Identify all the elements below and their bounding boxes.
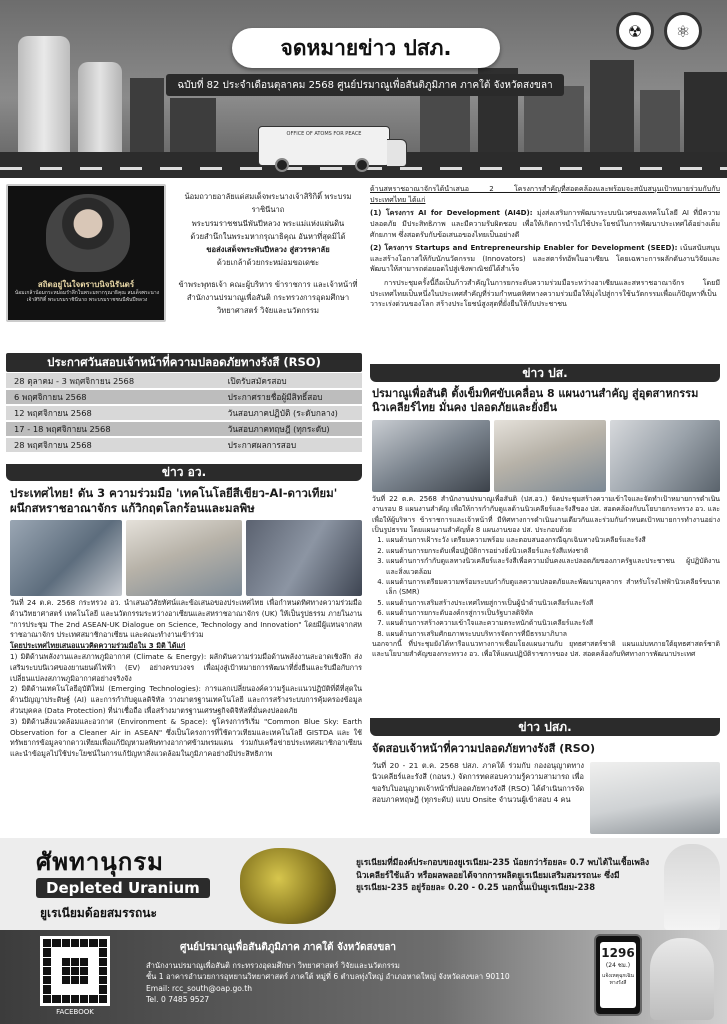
oap-news-headline: ปรมาณูเพื่อสันติ ตั้งเข็มทิศขับเคลื่อน 8 แผนงานสำคัญ สู่อุตสาหกรรมนิวเคลียร์ไทย มั่นคง ปลอดภัยและยั่งยืน	[372, 387, 699, 415]
news-photo	[494, 420, 606, 492]
building-silhouette	[524, 86, 584, 156]
oap-plan-item: 3. แผนด้านการกำกับดูแลทางนิวเคลียร์และรังสีเพื่อความมั่นคงและปลอดภัยของภาครัฐและประชาชน ผู้ปฏิบัติงาน และสิ่งแวดล้อม	[386, 556, 720, 577]
project-label: (2) โครงการ Startups and Entrepreneurship Enabler for Development (SEED):	[370, 243, 678, 253]
mhesi-news-item: 1) มิติด้านพลังงานและสภาพภูมิอากาศ (Climate & Energy): ผลักดันความร่วมมือด้านพลังงานสะอาดเชิงลึก ส่งเสริมระบบนิเวศของยานยนต์ไฟฟ้า (EV) อย่างครบวงจร เพื่อมุ่งสู่เป้าหมายการพัฒนาที่ยั่งยืนและรับมือกับการเปลี่ยนแปลงสภาพภูมิอากาศอย่างจริงจัง	[10, 651, 362, 683]
rso-row	[6, 405, 362, 421]
condolence-line: ข้าพระพุทธเจ้า คณะผู้บริหาร ข้าราชการ และเจ้าหน้าที่	[178, 279, 358, 289]
hotline-sub: (24 ชม.)	[605, 962, 631, 969]
project-desc: มุ่งส่งเสริมการพัฒนาระบบนิเวศของเทคโนโลยี AI ที่มีความปลอดภัย มีประสิทธิภาพ และมีความรับผิดชอบ เพื่อให้เกิดการนำไปใช้ประโยชน์ในการพัฒนาประเทศได้อย่างเต็มศักยภาพ ซึ่งสอดรับกับข้อเสนอของไทยเป็นอย่างดี	[370, 208, 720, 239]
newsletter-title: จดหมายข่าว ปสภ.	[232, 28, 500, 68]
cooling-tower	[78, 62, 122, 154]
building-silhouette	[640, 90, 680, 156]
footer-address	[146, 960, 510, 1006]
rso-date: 12 พฤศจิกายน 2568	[6, 405, 220, 421]
issue-line: ฉบับที่ 82 ประจำเดือนตุลาคม 2568 ศูนย์ปรมาณูเพื่อสันติภูมิภาค ภาคใต้ จังหวัดสงขลา	[166, 74, 564, 96]
building-silhouette	[420, 94, 470, 156]
news-photo	[590, 762, 720, 834]
condolence-line: น้อมถวายอาลัยแด่สมเด็จพระนางเจ้าสิริกิติ์ พระบรมราชินีนาถ	[184, 192, 352, 215]
oap-news-body	[372, 494, 720, 660]
rso-date: 17 - 18 พฤศจิกายน 2568	[6, 421, 220, 437]
news-photo	[372, 420, 490, 492]
mhesi-news-list-intro: โดยประเทศไทยเสนอแนวคิดความร่วมมือใน 3 มิติ ได้แก่	[10, 641, 186, 651]
footer-line: ชั้น 1 อาคารอำนวยการอุทยานวิทยาศาสตร์ ภาคใต้ หมู่ที่ 6 ตำบลทุ่งใหญ่ อำเภอหาดใหญ่ จังหวัดสงขลา 90110	[146, 972, 510, 982]
rso-event: เปิดรับสมัครสอบ	[220, 373, 362, 389]
footer-line: สำนักงานปรมาณูเพื่อสันติ กระทรวงอุดมศึกษา วิทยาศาสตร์ วิจัยและนวัตกรรม	[146, 961, 400, 970]
footer-email[interactable]: Email: rcc_south@oap.go.th	[146, 983, 253, 993]
rso-row	[6, 389, 362, 405]
oap-news-tab: ข่าว ปส.	[370, 364, 720, 382]
portrait-caption: สถิตอยู่ในใจตราบนิจนิรันดร์	[37, 280, 135, 289]
rso-row	[6, 373, 362, 389]
oap-plan-item: 8. แผนด้านการเสริมศักยภาพระบบบริหารจัดการที่มีธรรมาภิบาล	[386, 629, 720, 639]
building-silhouette	[590, 60, 634, 156]
rso-date: 6 พฤศจิกายน 2568	[6, 389, 220, 405]
cooling-tower	[18, 36, 70, 154]
condolence-line: ขอส่งเสด็จพระพันปีหลวง สู่สวรรคาลัย	[206, 245, 330, 255]
condolence-text	[170, 190, 366, 318]
hotline-sub2: แจ้งเหตุฉุกเฉินทางรังสี	[602, 973, 634, 986]
mascot-figure	[664, 844, 720, 930]
news-photo	[610, 420, 720, 492]
building-silhouette	[170, 98, 216, 156]
uk-intro: ด้านสหราชอาณาจักรได้นำเสนอ 2 โครงการสำคัญที่สอดคล้องและพร้อมจะสนับสนุนเป้าหมายร่วมกับกับประเทศไทย ได้แก่	[370, 184, 720, 204]
oap-news-para: นอกจากนี้ ที่ประชุมยังได้หารือแนวทางการเชื่อมโยงแผนงานกับ ยุทธศาสตร์ชาติ แผนแม่บทภายใต้ยุทธศาสตร์ชาติ และนโยบายสำคัญของกระทรวง อว. เพื่อให้แผนปฏิบัติราชการของ ปส. สอดคล้องกับทิศทางการพัฒนาประเทศ	[372, 640, 720, 659]
uk-projects-text	[370, 184, 720, 310]
rso-event: ประกาศรายชื่อผู้มีสิทธิ์สอบ	[220, 389, 362, 405]
oap-plan-item: 4. แผนด้านการเตรียมความพร้อมระบบกำกับดูแลความปลอดภัยและพัฒนาบุคลากร สำหรับโรงไฟฟ้านิวเคลียร์ขนาดเล็ก (SMR)	[386, 577, 720, 598]
rso-event: วันสอบภาคปฏิบัติ (ระดับกลาง)	[220, 405, 362, 421]
van-label: OFFICE OF ATOMS FOR PEACE	[286, 131, 362, 137]
mhesi-news-item: 3) มิติด้านสิ่งแวดล้อมและอวกาศ (Environment & Space): ชูโครงการริเริ่ม "Common Blue Sky: Earth Observation for a Cleaner Air in ASEAN" ซึ่งเป็นโครงการที่ใช้ดาวเทียมและเทคโนโลยี GISTDA และ ใช้ทรัพยากรข้อมูลจากดาวเทียมเพื่อแก้ปัญหามลพิษทางอากาศข้ามพรมแดน ร่วมกับเครือข่ายประเทศสมาชิกอาเซียน และนำข้อมูลไปใช้ประโยชน์ในการแก้ปัญหาสิ่งแวดล้อมในภูมิภาคอย่างมีประสิทธิภาพ	[10, 716, 362, 759]
rso-date: 28 พฤศจิกายน 2568	[6, 437, 220, 453]
mhesi-news-headline: ประเทศไทย! ดัน 3 ความร่วมมือ 'เทคโนโลยีสีเขียว-AI-ดาวเทียม' ผนึกสหราชอาณาจักร แก้วิกฤตโลกร้อนและมลพิษ	[10, 486, 338, 515]
rso-event: ประกาศผลการสอบ	[220, 437, 362, 453]
glossary-title: ศัพทานุกรม	[36, 848, 164, 876]
condolence-line: ด้วยสำนึกในพระมหากรุณาธิคุณ อันหาที่สุดมิได้	[190, 231, 346, 241]
footer	[0, 930, 727, 1024]
oap-plan-list	[372, 535, 720, 639]
rso-row	[6, 437, 362, 453]
facebook-label: FACEBOOK	[56, 1008, 94, 1016]
building-silhouette	[684, 72, 727, 156]
oap-logo-icon: ☢	[616, 12, 654, 50]
portrait-image	[46, 194, 130, 272]
glossary-term-en: Depleted Uranium	[36, 878, 210, 898]
condolence-line: วิทยาศาสตร์ วิจัยและนวัตกรรม	[216, 306, 320, 316]
news-photo	[10, 520, 122, 596]
mhesi-news-tab: ข่าว อว.	[6, 464, 362, 481]
footer-tel[interactable]: Tel. 0 7485 9527	[146, 995, 210, 1005]
oap-plan-item: 7. แผนด้านการสร้างความเข้าใจและความตระหนักด้านนิวเคลียร์และรังสี	[386, 618, 720, 628]
project-desc: เน้นสนับสนุนและสร้างโอกาสให้กับนักนวัตกรรม (Innovators) และสตาร์ทอัพในอาเซียน โดยเฉพาะการผลักดันงานวิจัยและพัฒนาให้สามารถต่อยอดไปสู่เชิงพาณิชย์ได้สำเร็จ	[370, 243, 721, 274]
portrait-card	[6, 184, 166, 322]
condolence-line: สำนักงานปรมาณูเพื่อสันติ กระทรวงการอุดมศึกษา	[186, 292, 350, 302]
mhesi-news-item: 2) มิติด้านเทคโนโลยีอุบัติใหม่ (Emerging Technologies): การแลกเปลี่ยนองค์ความรู้และแนวปฏิบัติที่ดีที่สุดในด้านปัญญาประดิษฐ์ (AI) และการกำกับดูแลดิจิทัล วางมาตรฐานเทคโนโลยี และการสร้างระบบการคุ้มครองข้อมูลส่วนบุคคล (Data Protection) ที่น่าเชื่อถือ เพื่อสร้างมาตรฐานเศรษฐกิจดิจิทัลที่มั่นคงปลอดภัย	[10, 684, 362, 715]
oaps-news-body: วันที่ 20 - 21 ต.ค. 2568 ปสภ. ภาคใต้ ร่วมกับ กองอนุญาตทางนิวเคลียร์และรังสี (กอนร.) จัดการทดสอบความรู้ความสามารถ เพื่อขอรับใบอนุญาตเจ้าหน้าที่ปลอดภัยทางรังสี (RSO) ได้ดำเนินการจัดสอบภาคทฤษฎี (ทุกระดับ) แบบ Onsite จำนวนผู้เข้าสอบ 4 คน	[372, 761, 584, 805]
rso-schedule-title: ประกาศวันสอบเจ้าหน้าที่ความปลอดภัยทางรังสี (RSO)	[6, 353, 362, 372]
oap-plan-item: 6. แผนด้านการยกระดับองค์กรสู่การเป็นรัฐบาลดิจิทัล	[386, 608, 720, 618]
oap-news-para: วันที่ 22 ต.ค. 2568 สำนักงานปรมาณูเพื่อสันติ (ปส.อว.) จัดประชุมสร้างความเข้าใจและจัดทำเป้าหมายการดำเนินงานรอบ 8 แผนงานสำคัญ เพื่อให้การกำกับดูแลด้านนิวเคลียร์และรังสีของ ปส. สอดคล้องกับนโยบายกระทรวง อว. และเพื่อให้ผู้บริหาร ข้าราชการและเจ้าหน้าที่ มีทิศทางการดำเนินงานเดียวกันและร่วมกันกำหนดเป้าหมายการทำงานอย่างเป็นรูปธรรม โดยแผนงานสำคัญทั้ง 8 แผนงานของ ปส. ประกอบด้วย	[372, 495, 720, 535]
oap-plan-item: 5. แผนด้านการเสริมสร้างประเทศไทยสู่การเป็นผู้นำด้านนิวเคลียร์และรังสี	[386, 598, 720, 608]
footer-org: ศูนย์ปรมาณูเพื่อสันติภูมิภาค ภาคใต้ จังหวัดสงขลา	[180, 942, 397, 953]
hotline-number: 1296	[601, 946, 635, 960]
mhesi-logo-icon: ⚛	[664, 12, 702, 50]
mhesi-news-body	[10, 598, 362, 760]
header-banner	[0, 0, 727, 178]
mhesi-news-para: วันที่ 24 ต.ค. 2568 กระทรวง อว. นำเสนอวิสัยทัศน์และข้อเสนอของประเทศไทย เพื่อกำหนดทิศทางความร่วมมือด้านวิทยาศาสตร์ เทคโนโลยี และนวัตกรรมระหว่างอาเซียนและสหราชอาณาจักร (UK) ให้เป็นรูปธรรม ภายในงาน "การประชุม The 2nd ASEAN-UK Dialogue on Science, Technology and Innovation" โดยมีผู้แทนจากสหราชอาณาจักร ประเทศสมาชิกอาเซียน และคณะทำงานเข้าร่วม	[10, 598, 362, 640]
oap-plan-item: 2. แผนด้านการยกระดับเพื่อปฏิบัติการอย่างยิ่งนิวเคลียร์และรังสีแห่งชาติ	[386, 546, 720, 556]
glossary-term-th: ยูเรเนียมด้อยสมรรถนะ	[40, 906, 157, 920]
condolence-line: ด้วยเกล้าด้วยกระหม่อมขอเดชะ	[216, 258, 320, 268]
uranium-ore-image	[240, 848, 336, 924]
rso-row	[6, 421, 362, 437]
oap-plan-item: 1. แผนด้านการเฝ้าระวัง เตรียมความพร้อม และตอบสนองกรณีฉุกเฉินทางนิวเคลียร์และรังสี	[386, 535, 720, 545]
rso-date: 28 ตุลาคม - 3 พฤศจิกายน 2568	[6, 373, 220, 389]
facebook-qr-code[interactable]	[40, 936, 110, 1006]
rso-schedule-table	[6, 373, 362, 454]
building-silhouette	[130, 78, 164, 156]
oaps-news-headline: จัดสอบเจ้าหน้าที่ความปลอดภัยทางรังสี (RSO)	[372, 742, 596, 755]
news-photo	[126, 520, 242, 596]
news-photo	[246, 520, 362, 596]
oaps-news-tab: ข่าว ปสภ.	[370, 718, 720, 736]
glossary-definition: ยูเรเนียมที่มีองค์ประกอบของยูเรเนียม-235 น้อยกว่าร้อยละ 0.7 พบได้ในเชื้อเพลิงนิวเคลียร์ใช้แล้ว หรือผลพลอยได้จากการผลิตยูเรเนียมเสริมสมรรถนะ ซึ่งมียูเรเนียม-235 อยู่ร้อยละ 0.20 - 0.25 นอกนั้นเป็นยูเรเนียม-238	[356, 857, 650, 893]
rso-event: วันสอบภาคทฤษฎี (ทุกระดับ)	[220, 421, 362, 437]
condolence-line: พระบรมราชชนนีพันปีหลวง พระแม่แห่งแผ่นดิน	[191, 218, 345, 228]
project-label: (1) โครงการ AI for Development (AI4D):	[370, 208, 533, 218]
mascot-figure	[650, 938, 714, 1020]
uk-summary: การประชุมครั้งนี้ถือเป็นก้าวสำคัญในการยกระดับความร่วมมือระหว่างอาเซียนและสหราชอาณาจักร โดยมีประเทศไทยเป็นหนึ่งในประเทศสำคัญที่ร่วมกำหนดทิศทางความร่วมมือให้มุ่งไปสู่การใช้นวัตกรรมเพื่อแก้ปัญหาที่เป็นวาระเร่งด่วนของโลก สร้างประโยชน์สูงสุดที่ยั่งยืนให้กับประชาชน	[370, 278, 720, 309]
hotline-phone	[594, 934, 642, 1016]
portrait-subcaption: น้อมเกล้าน้อมกระหม่อมรำลึกในพระมหากรุณาธิคุณ สมเด็จพระนางเจ้าสิริกิติ์ พระบรมราชินีนาถ พระบรมราชชนนีพันปีหลวง	[14, 290, 160, 303]
glossary-section	[0, 838, 727, 930]
mobile-lab-van	[258, 126, 390, 166]
